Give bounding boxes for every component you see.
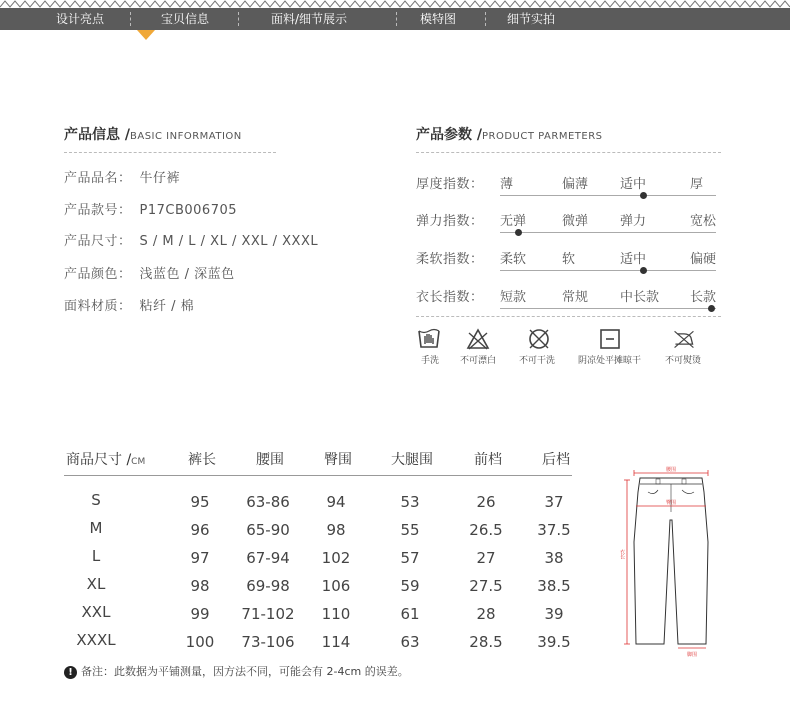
table-cell: 67-94 — [246, 549, 290, 567]
param-scale-line — [500, 308, 716, 309]
tab-design-highlights[interactable]: 设计亮点 — [56, 12, 105, 26]
info-row-material — [64, 295, 194, 314]
table-cell: 27.5 — [469, 577, 503, 595]
param-indicator-dot — [640, 267, 647, 274]
table-cell: 27 — [476, 549, 496, 567]
info-value: 浅蓝色 / 深蓝色 — [139, 267, 235, 282]
measurement-note — [64, 663, 409, 679]
table-cell: 97 — [190, 549, 210, 567]
size-header-cn: 商品尺寸 / — [66, 452, 132, 468]
table-cell: 65-90 — [246, 521, 290, 539]
table-cell: 61 — [400, 605, 420, 623]
product-info-title — [64, 124, 242, 144]
table-cell: 106 — [321, 577, 351, 595]
info-label: 产品品名： — [64, 171, 132, 186]
table-cell: 26.5 — [469, 521, 503, 539]
column-header: 腰围 — [256, 452, 284, 468]
size-cell: XXXL — [76, 631, 116, 649]
jeans-measurement-diagram — [612, 462, 726, 660]
table-cell: 98 — [326, 521, 346, 539]
nav-bar — [0, 8, 790, 30]
param-option: 微弹 — [562, 214, 589, 229]
info-value: 粘纤 / 棉 — [139, 299, 195, 314]
nav-divider — [485, 12, 486, 26]
param-indicator-dot — [515, 229, 522, 236]
table-cell: 63 — [400, 633, 420, 651]
table-cell: 110 — [321, 605, 351, 623]
product-params-title — [416, 124, 603, 144]
table-cell: 38.5 — [537, 577, 571, 595]
param-scale-line — [500, 195, 716, 196]
product-info-title-en: BASIC INFORMATION — [130, 131, 242, 142]
param-option: 长款 — [690, 290, 717, 305]
table-cell: 39.5 — [537, 633, 571, 651]
hand-wash-icon — [417, 327, 441, 351]
param-indicator-dot — [640, 192, 647, 199]
param-label: 厚度指数： — [416, 177, 484, 192]
param-option: 偏薄 — [562, 177, 589, 192]
table-cell: 37.5 — [537, 521, 571, 539]
table-cell: 63-86 — [246, 493, 290, 511]
zigzag-border — [0, 0, 790, 8]
hip-label: 臀围 — [665, 500, 677, 506]
table-cell: 98 — [190, 577, 210, 595]
no-iron-icon — [672, 327, 696, 351]
shade-dry-flat-icon — [598, 327, 622, 351]
warning-icon: ! — [64, 666, 77, 679]
info-value: P17CB006705 — [139, 203, 238, 218]
active-tab-pointer — [137, 30, 155, 40]
param-option: 软 — [562, 252, 576, 267]
param-option: 中长款 — [620, 290, 660, 305]
param-indicator-dot — [708, 305, 715, 312]
param-option: 宽松 — [690, 214, 717, 229]
table-cell: 96 — [190, 521, 210, 539]
column-header: 裤长 — [188, 452, 216, 468]
info-row-colors — [64, 263, 235, 282]
table-cell: 57 — [400, 549, 420, 567]
tab-model-photos[interactable]: 模特图 — [420, 12, 457, 26]
param-option: 无弹 — [500, 214, 527, 229]
care-label: 手洗 — [421, 356, 440, 366]
nav-divider — [130, 12, 131, 26]
table-cell: 69-98 — [246, 577, 290, 595]
table-cell: 28 — [476, 605, 496, 623]
divider — [64, 152, 276, 153]
column-header: 后档 — [542, 452, 570, 468]
table-cell: 55 — [400, 521, 420, 539]
table-cell: 37 — [544, 493, 564, 511]
size-table-header-label — [66, 449, 145, 469]
param-option: 厚 — [690, 177, 704, 192]
length-label: 衣长 — [619, 549, 625, 559]
table-cell: 28.5 — [469, 633, 503, 651]
table-cell: 102 — [321, 549, 351, 567]
size-header-unit: CM — [131, 457, 146, 467]
info-label: 产品颜色： — [64, 267, 132, 282]
care-label: 不可漂白 — [460, 356, 497, 366]
param-label: 弹力指数： — [416, 214, 484, 229]
info-label: 产品款号： — [64, 203, 132, 218]
param-option: 薄 — [500, 177, 514, 192]
info-row-name — [64, 167, 180, 186]
care-label: 不可熨烫 — [665, 356, 702, 366]
size-cell: M — [89, 519, 103, 537]
no-bleach-icon — [466, 327, 490, 351]
param-label: 衣长指数： — [416, 290, 484, 305]
tab-product-info[interactable]: 宝贝信息 — [161, 12, 210, 26]
param-option: 适中 — [620, 252, 647, 267]
no-dry-clean-icon — [527, 327, 551, 351]
info-value: 牛仔裤 — [139, 171, 181, 186]
table-cell: 94 — [326, 493, 346, 511]
divider — [416, 316, 721, 317]
table-cell: 73-106 — [241, 633, 295, 651]
table-cell: 59 — [400, 577, 420, 595]
product-params-title-en: PRODUCT PARMETERS — [482, 131, 603, 142]
column-header: 大腿围 — [391, 452, 433, 468]
param-scale-line — [500, 232, 716, 233]
table-cell: 53 — [400, 493, 420, 511]
param-label: 柔软指数： — [416, 252, 484, 267]
table-cell: 26 — [476, 493, 496, 511]
size-cell: XL — [86, 575, 106, 593]
table-cell: 100 — [185, 633, 215, 651]
table-cell: 39 — [544, 605, 564, 623]
column-header: 臀围 — [324, 452, 352, 468]
nav-divider — [396, 12, 397, 26]
table-cell: 99 — [190, 605, 210, 623]
table-cell: 71-102 — [241, 605, 295, 623]
care-label: 不可干洗 — [519, 356, 556, 366]
size-cell: XXL — [81, 603, 111, 621]
tab-detail-photos[interactable]: 细节实拍 — [507, 12, 556, 26]
table-cell: 38 — [544, 549, 564, 567]
param-option: 常规 — [562, 290, 589, 305]
info-label: 产品尺寸： — [64, 234, 132, 249]
product-info-title-cn: 产品信息 / — [64, 127, 130, 143]
param-option: 适中 — [620, 177, 647, 192]
param-option: 弹力 — [620, 214, 647, 229]
size-cell: S — [91, 491, 101, 509]
info-row-style-no — [64, 199, 237, 218]
table-cell: 114 — [321, 633, 351, 651]
tab-fabric-details[interactable]: 面料/细节展示 — [271, 12, 348, 26]
waist-label: 腰围 — [665, 467, 677, 473]
table-cell: 95 — [190, 493, 210, 511]
info-row-sizes — [64, 230, 318, 249]
leg-opening-label: 脚围 — [686, 652, 698, 658]
param-option: 柔软 — [500, 252, 527, 267]
table-header-rule — [64, 475, 572, 476]
column-header: 前档 — [474, 452, 502, 468]
param-option: 偏硬 — [690, 252, 717, 267]
nav-divider — [238, 12, 239, 26]
size-cell: L — [91, 547, 101, 565]
product-params-title-cn: 产品参数 / — [416, 127, 482, 143]
divider — [416, 152, 721, 153]
param-scale-line — [500, 270, 716, 271]
info-value: S / M / L / XL / XXL / XXXL — [139, 234, 319, 249]
care-label: 阴凉处平摊晾干 — [578, 356, 642, 366]
note-text: 备注：此数据为平铺测量，因方法不同，可能会有 2-4cm 的误差。 — [81, 665, 409, 678]
param-option: 短款 — [500, 290, 527, 305]
info-label: 面料材质： — [64, 299, 132, 314]
